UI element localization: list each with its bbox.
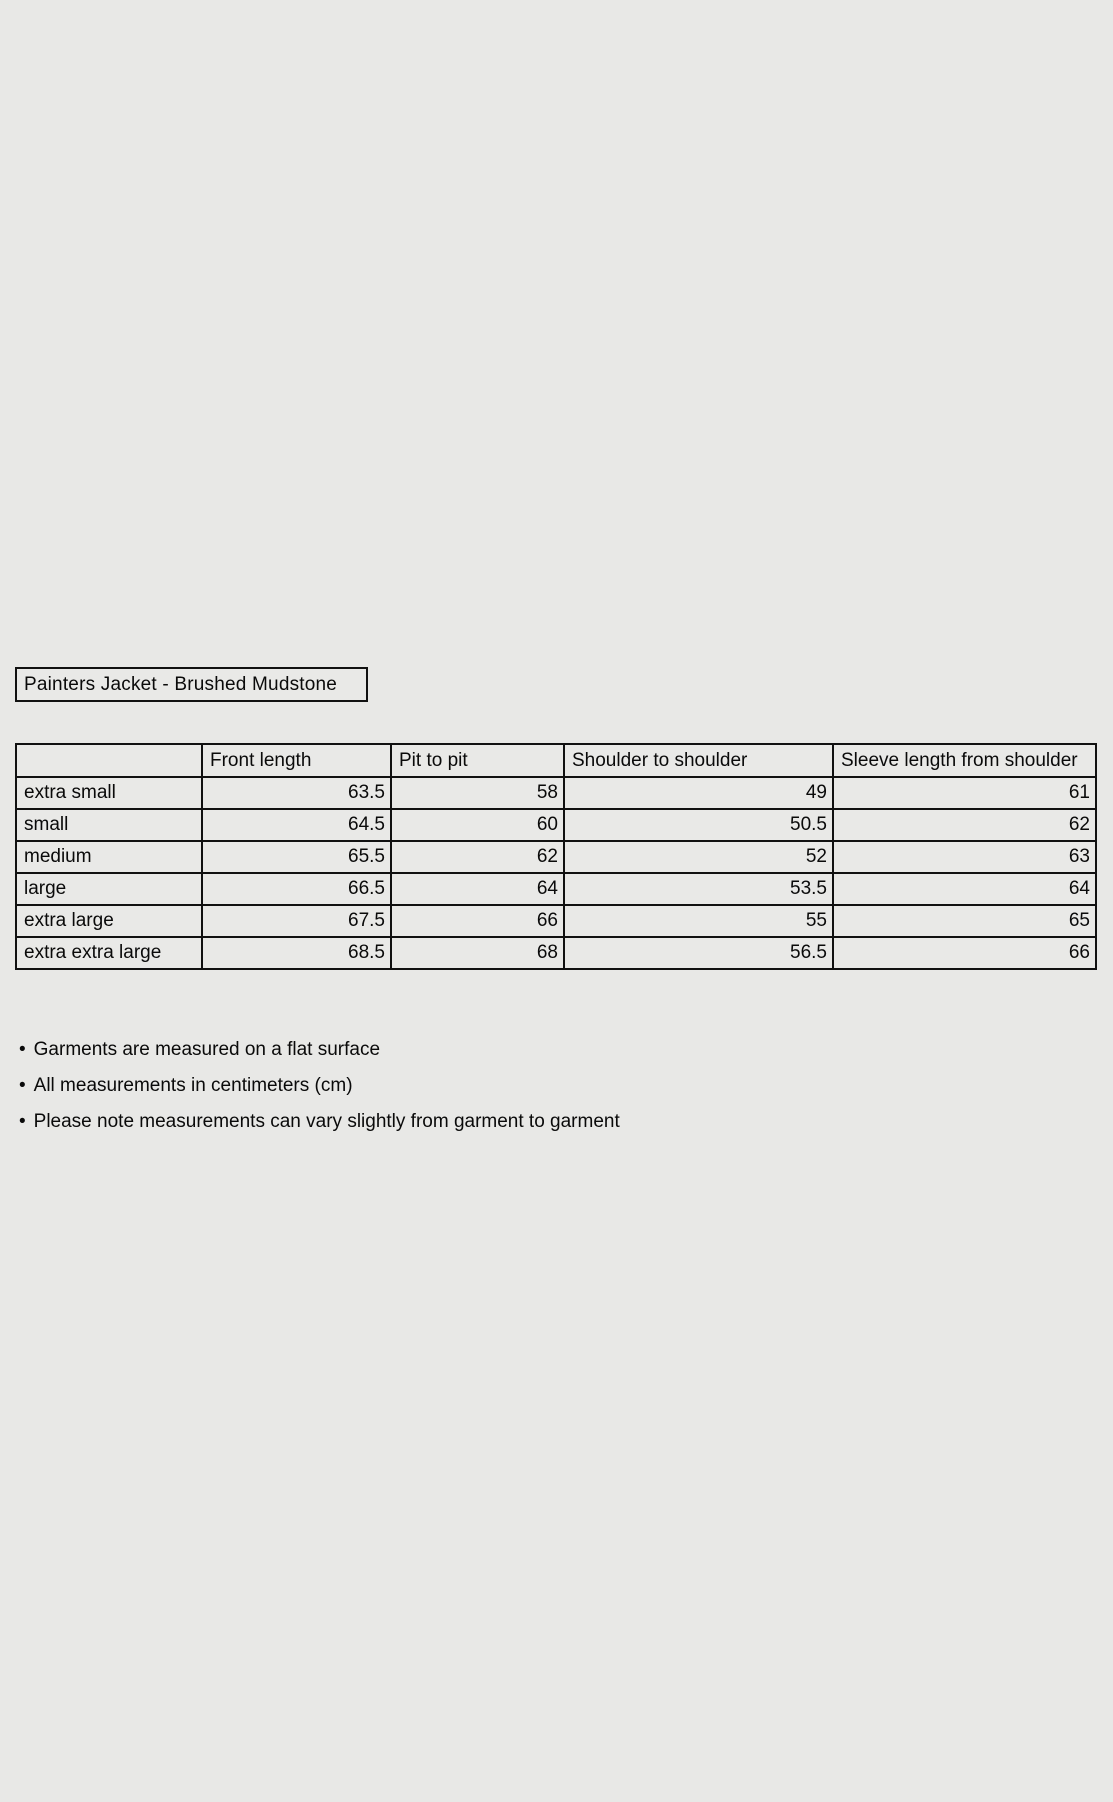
note-text: All measurements in centimeters (cm) [33,1075,353,1096]
product-title-box [15,667,368,702]
bullet-glyph: • [19,1075,26,1096]
notes-list [19,1032,620,1140]
column-header-cell: Sleeve length from shoulder [833,744,1096,777]
measurement-value-cell: 60 [391,809,564,841]
column-header-cell: Shoulder to shoulder [564,744,833,777]
table-row [16,873,1096,905]
table-row [16,809,1096,841]
corner-header-cell [16,744,202,777]
measurement-value-cell: 49 [564,777,833,809]
measurement-value-cell: 53.5 [564,873,833,905]
note-text: Please note measurements can vary slightly from garment to garment [33,1111,620,1132]
measurement-value-cell: 52 [564,841,833,873]
measurement-value-cell: 67.5 [202,905,391,937]
measurement-value-cell: 64 [391,873,564,905]
measurement-value-cell: 65 [833,905,1096,937]
measurement-value-cell: 56.5 [564,937,833,969]
measurement-value-cell: 64.5 [202,809,391,841]
column-header-cell: Front length [202,744,391,777]
size-label-cell: extra small [16,777,202,809]
size-label-cell: large [16,873,202,905]
measurement-value-cell: 66.5 [202,873,391,905]
table-row [16,905,1096,937]
size-label-cell: extra large [16,905,202,937]
size-chart-header-row [16,744,1096,777]
note-item [19,1032,620,1068]
table-row [16,841,1096,873]
note-text: Garments are measured on a flat surface [33,1039,381,1060]
measurement-value-cell: 66 [391,905,564,937]
measurement-value-cell: 63.5 [202,777,391,809]
table-header-row [16,744,1096,777]
measurement-value-cell: 62 [391,841,564,873]
table-row [16,777,1096,809]
measurement-value-cell: 68.5 [202,937,391,969]
size-label-cell: medium [16,841,202,873]
table-row [16,937,1096,969]
product-title: Painters Jacket - Brushed Mudstone [24,673,338,695]
measurement-value-cell: 61 [833,777,1096,809]
size-label-cell: extra extra large [16,937,202,969]
measurement-value-cell: 63 [833,841,1096,873]
bullet-glyph: • [19,1111,26,1132]
measurement-value-cell: 64 [833,873,1096,905]
measurement-value-cell: 55 [564,905,833,937]
size-chart-body [16,777,1096,969]
note-item [19,1068,620,1104]
measurement-value-cell: 58 [391,777,564,809]
column-header-cell: Pit to pit [391,744,564,777]
measurement-value-cell: 66 [833,937,1096,969]
measurement-value-cell: 62 [833,809,1096,841]
measurement-value-cell: 65.5 [202,841,391,873]
bullet-glyph: • [19,1039,26,1060]
measurement-value-cell: 50.5 [564,809,833,841]
size-label-cell: small [16,809,202,841]
note-item [19,1104,620,1140]
size-chart-table [15,743,1097,970]
measurement-value-cell: 68 [391,937,564,969]
